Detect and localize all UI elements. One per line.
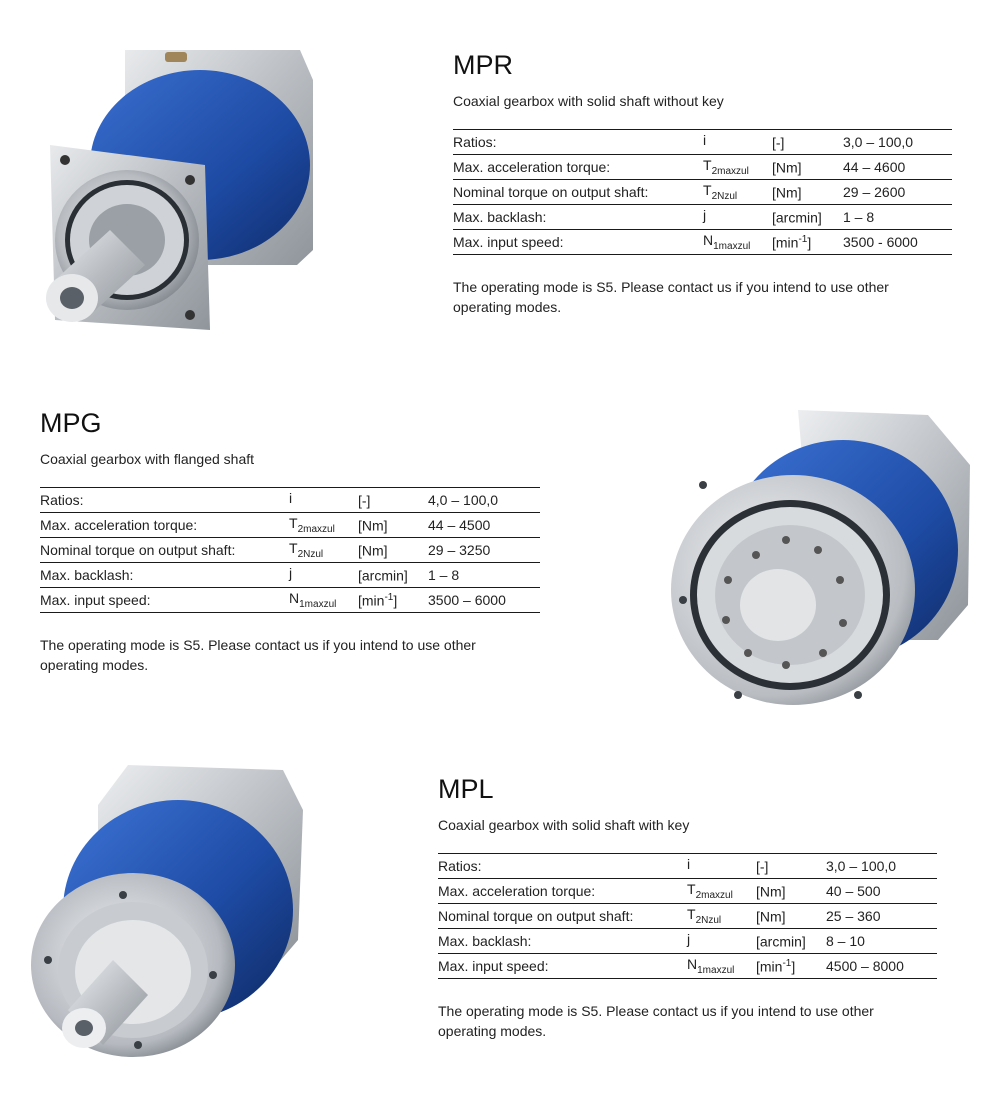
spec-label: Max. acceleration torque: — [438, 879, 687, 904]
mpr-gearbox-image — [35, 40, 320, 335]
spec-symbol: $T_{2maxzul}$ — [289, 513, 358, 538]
product-mpr — [453, 50, 953, 317]
spec-symbol: j — [289, 563, 358, 588]
specs-table — [438, 853, 937, 979]
spec-symbol: i — [687, 854, 756, 879]
table-row — [40, 538, 540, 563]
spec-label: Ratios: — [453, 130, 703, 155]
product-title: MPL — [438, 774, 494, 804]
spec-unit: $[\min^{-1}]$ — [358, 588, 428, 613]
spec-value: 3,0 – 100,0 — [826, 854, 937, 879]
spec-label: Max. input speed: — [438, 954, 687, 979]
spec-symbol: i — [703, 130, 772, 155]
spec-label: Max. backlash: — [453, 205, 703, 230]
spec-value: 4,0 – 100,0 — [428, 488, 540, 513]
table-row — [453, 155, 952, 180]
table-row — [438, 929, 937, 954]
product-mpl — [438, 774, 938, 1041]
specs-table — [453, 129, 952, 255]
product-subtitle: Coaxial gearbox with solid shaft with key — [438, 817, 690, 833]
spec-value: 29 – 2600 — [843, 180, 952, 205]
spec-symbol: $N_{1maxzul}$ — [289, 588, 358, 613]
spec-symbol: $T_{2maxzul}$ — [687, 879, 756, 904]
spec-label: Max. acceleration torque: — [40, 513, 289, 538]
operating-mode-note: The operating mode is S5. Please contact us if you intend to use other operating modes. — [453, 279, 889, 315]
spec-unit: [Nm] — [358, 513, 428, 538]
spec-unit: [Nm] — [772, 180, 843, 205]
spec-label: Max. backlash: — [40, 563, 289, 588]
spec-label: Nominal torque on output shaft: — [40, 538, 289, 563]
spec-label: Nominal torque on output shaft: — [453, 180, 703, 205]
table-row — [453, 230, 952, 255]
spec-symbol: $T_{2Nzul}$ — [687, 904, 756, 929]
spec-symbol: $T_{2Nzul}$ — [289, 538, 358, 563]
spec-value: 3500 – 6000 — [428, 588, 540, 613]
operating-mode-note: The operating mode is S5. Please contact us if you intend to use other operating modes. — [438, 1003, 874, 1039]
spec-value: 8 – 10 — [826, 929, 937, 954]
product-mpg — [40, 408, 540, 675]
spec-value: 4500 – 8000 — [826, 954, 937, 979]
spec-label: Max. input speed: — [453, 230, 703, 255]
spec-value: 44 – 4500 — [428, 513, 540, 538]
table-row — [40, 588, 540, 613]
table-row — [438, 854, 937, 879]
spec-unit: [arcmin] — [756, 929, 826, 954]
table-row — [453, 180, 952, 205]
table-row — [438, 954, 937, 979]
spec-unit: $[\min^{-1}]$ — [772, 230, 843, 255]
spec-value: 29 – 3250 — [428, 538, 540, 563]
product-title: MPR — [453, 50, 513, 80]
mpl-gearbox-image — [28, 760, 308, 1060]
spec-label: Max. input speed: — [40, 588, 289, 613]
table-row — [453, 205, 952, 230]
spec-label: Ratios: — [40, 488, 289, 513]
spec-unit: [Nm] — [358, 538, 428, 563]
table-row — [438, 904, 937, 929]
spec-unit: [arcmin] — [358, 563, 428, 588]
spec-value: 3500 - 6000 — [843, 230, 952, 255]
spec-unit: [arcmin] — [772, 205, 843, 230]
spec-value: 3,0 – 100,0 — [843, 130, 952, 155]
spec-unit: [Nm] — [756, 904, 826, 929]
spec-value: 1 – 8 — [428, 563, 540, 588]
spec-value: 40 – 500 — [826, 879, 937, 904]
table-row — [40, 488, 540, 513]
spec-label: Max. backlash: — [438, 929, 687, 954]
spec-unit: [-] — [772, 130, 843, 155]
specs-table — [40, 487, 540, 613]
table-row — [438, 879, 937, 904]
spec-unit: [Nm] — [756, 879, 826, 904]
spec-value: 44 – 4600 — [843, 155, 952, 180]
spec-unit: $[\min^{-1}]$ — [756, 954, 826, 979]
spec-value: 25 – 360 — [826, 904, 937, 929]
spec-label: Nominal torque on output shaft: — [438, 904, 687, 929]
spec-symbol: $N_{1maxzul}$ — [703, 230, 772, 255]
product-title: MPG — [40, 408, 102, 438]
spec-label: Max. acceleration torque: — [453, 155, 703, 180]
product-subtitle: Coaxial gearbox with solid shaft without key — [453, 93, 724, 109]
mpg-gearbox-image — [668, 405, 978, 710]
table-row — [453, 130, 952, 155]
spec-symbol: $T_{2Nzul}$ — [703, 180, 772, 205]
spec-symbol: i — [289, 488, 358, 513]
table-row — [40, 563, 540, 588]
product-subtitle: Coaxial gearbox with flanged shaft — [40, 451, 255, 467]
spec-unit: [-] — [756, 854, 826, 879]
spec-unit: [Nm] — [772, 155, 843, 180]
spec-label: Ratios: — [438, 854, 687, 879]
spec-symbol: $N_{1maxzul}$ — [687, 954, 756, 979]
spec-symbol: $T_{2maxzul}$ — [703, 155, 772, 180]
spec-symbol: j — [687, 929, 756, 954]
spec-value: 1 – 8 — [843, 205, 952, 230]
spec-unit: [-] — [358, 488, 428, 513]
table-row — [40, 513, 540, 538]
operating-mode-note: The operating mode is S5. Please contact us if you intend to use other operating modes. — [40, 637, 476, 673]
spec-symbol: j — [703, 205, 772, 230]
